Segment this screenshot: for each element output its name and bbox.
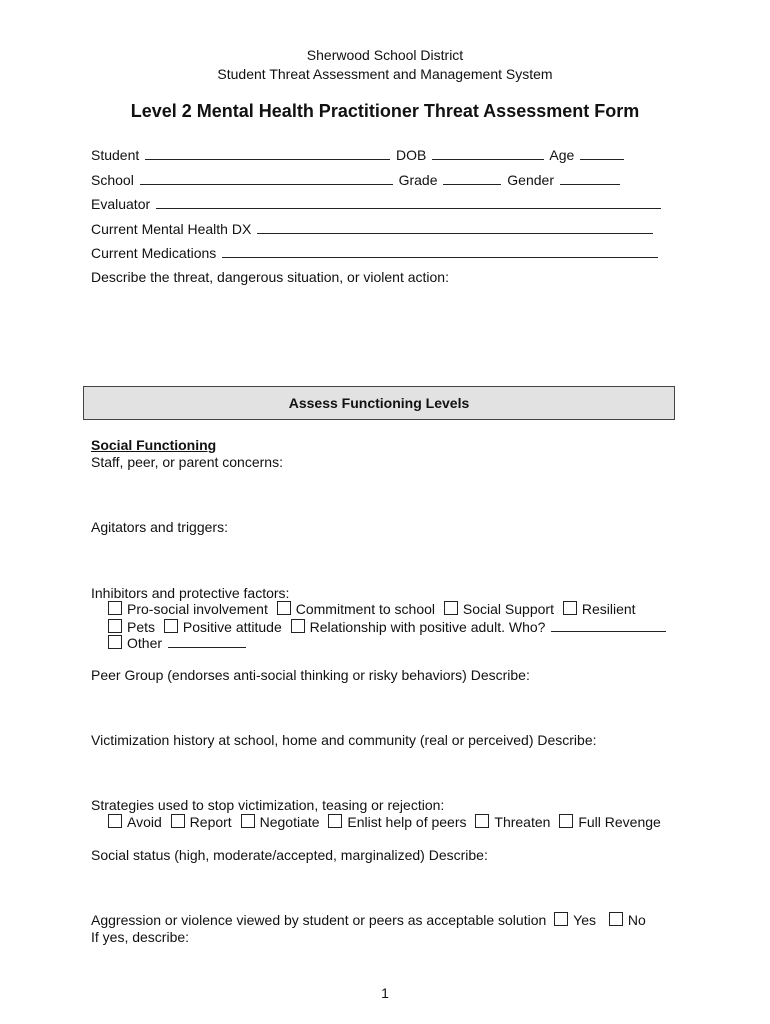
school-label: School: [91, 172, 134, 188]
student-row: [91, 146, 626, 164]
option-label: Enlist help of peers: [347, 814, 467, 830]
grade-label: Grade: [398, 172, 438, 188]
section-header: [83, 386, 675, 420]
aggression-label: Aggression or violence viewed by student or peers as acceptable solution: [91, 912, 547, 928]
mental-health-dx-row: [91, 220, 655, 238]
social-functioning-heading: Social Functioning: [91, 437, 217, 453]
option-label: Pets: [127, 619, 156, 635]
option-label: Report: [189, 814, 232, 830]
section-title: Assess Functioning Levels: [288, 395, 470, 411]
option-label: Full Revenge: [578, 814, 661, 830]
school-row: [91, 171, 622, 189]
other-option[interactable]: [108, 635, 162, 651]
gender-field[interactable]: [560, 171, 620, 185]
checkbox[interactable]: [108, 635, 122, 649]
option-label: Social Support: [462, 601, 554, 617]
positive-adult-field[interactable]: [551, 618, 666, 632]
aggression-row: [91, 912, 646, 929]
checkbox[interactable]: [277, 601, 291, 615]
gender-label: Gender: [507, 172, 554, 188]
full-revenge-option[interactable]: [559, 814, 661, 830]
inhibitors-label: Inhibitors and protective factors:: [91, 585, 290, 601]
no-option[interactable]: [609, 912, 646, 928]
option-label: Other: [127, 635, 163, 651]
resilient-option[interactable]: [563, 601, 636, 617]
evaluator-field[interactable]: [156, 195, 661, 209]
positive-attitude-option[interactable]: [164, 619, 282, 635]
checkbox[interactable]: [108, 601, 122, 615]
checkbox[interactable]: [241, 814, 255, 828]
district-name: Sherwood School District: [306, 47, 464, 63]
commitment-option[interactable]: [277, 601, 435, 617]
page-number: 1: [381, 985, 389, 1001]
if-yes-label: If yes, describe:: [91, 929, 190, 945]
option-label: No: [627, 912, 646, 928]
checkbox[interactable]: [108, 619, 122, 633]
social-support-option[interactable]: [444, 601, 554, 617]
mental-health-dx-field[interactable]: [257, 220, 653, 234]
other-field[interactable]: [168, 634, 246, 648]
medications-row: [91, 244, 660, 262]
option-label: Avoid: [127, 814, 162, 830]
dob-label: DOB: [396, 147, 427, 163]
checkbox[interactable]: [108, 814, 122, 828]
student-label: Student: [91, 147, 140, 163]
option-label: Relationship with positive adult. Who?: [309, 619, 546, 635]
enlist-help-option[interactable]: [328, 814, 466, 830]
concerns-label: Staff, peer, or parent concerns:: [91, 454, 283, 470]
checkbox[interactable]: [554, 912, 568, 926]
evaluator-row: [91, 195, 663, 213]
yes-option[interactable]: [554, 912, 596, 928]
age-label: Age: [549, 147, 575, 163]
inhibitor-other-row: [108, 634, 248, 652]
option-label: Threaten: [494, 814, 551, 830]
form-title: Level 2 Mental Health Practitioner Threat Assessment Form: [130, 101, 640, 121]
social-status-label: Social status (high, moderate/accepted, marginalized) Describe:: [91, 847, 488, 863]
avoid-option[interactable]: [108, 814, 162, 830]
pets-option[interactable]: [108, 619, 155, 635]
option-label: Resilient: [581, 601, 636, 617]
checkbox[interactable]: [559, 814, 573, 828]
option-label: Negotiate: [259, 814, 320, 830]
checkbox[interactable]: [291, 619, 305, 633]
agitators-label: Agitators and triggers:: [91, 519, 228, 535]
checkbox[interactable]: [609, 912, 623, 926]
checkbox[interactable]: [164, 619, 178, 633]
medications-field[interactable]: [222, 244, 658, 258]
peer-group-label: Peer Group (endorses anti-social thinking or risky behaviors) Describe:: [91, 667, 530, 683]
threaten-option[interactable]: [475, 814, 550, 830]
victimization-label: Victimization history at school, home and community (real or perceived) Describe:: [91, 732, 597, 748]
describe-threat-label: Describe the threat, dangerous situation, or violent action:: [91, 269, 449, 285]
checkbox[interactable]: [475, 814, 489, 828]
positive-adult-option[interactable]: [291, 619, 546, 635]
system-name: Student Threat Assessment and Management System: [217, 66, 553, 82]
option-label: Commitment to school: [295, 601, 436, 617]
grade-field[interactable]: [443, 171, 501, 185]
option-label: Positive attitude: [182, 619, 282, 635]
negotiate-option[interactable]: [241, 814, 320, 830]
checkbox[interactable]: [171, 814, 185, 828]
dob-field[interactable]: [432, 146, 544, 160]
checkbox[interactable]: [328, 814, 342, 828]
inhibitor-options-row1: [108, 601, 641, 618]
report-option[interactable]: [171, 814, 232, 830]
school-field[interactable]: [140, 171, 393, 185]
option-label: Pro-social involvement: [127, 601, 268, 617]
medications-label: Current Medications: [91, 245, 217, 261]
age-field[interactable]: [580, 146, 624, 160]
evaluator-label: Evaluator: [91, 196, 151, 212]
mental-health-dx-label: Current Mental Health DX: [91, 221, 252, 237]
option-label: Yes: [573, 912, 597, 928]
checkbox[interactable]: [563, 601, 577, 615]
student-field[interactable]: [145, 146, 390, 160]
strategies-label: Strategies used to stop victimization, teasing or rejection:: [91, 797, 445, 813]
checkbox[interactable]: [444, 601, 458, 615]
strategy-options: [108, 814, 666, 831]
prosocial-option[interactable]: [108, 601, 268, 617]
